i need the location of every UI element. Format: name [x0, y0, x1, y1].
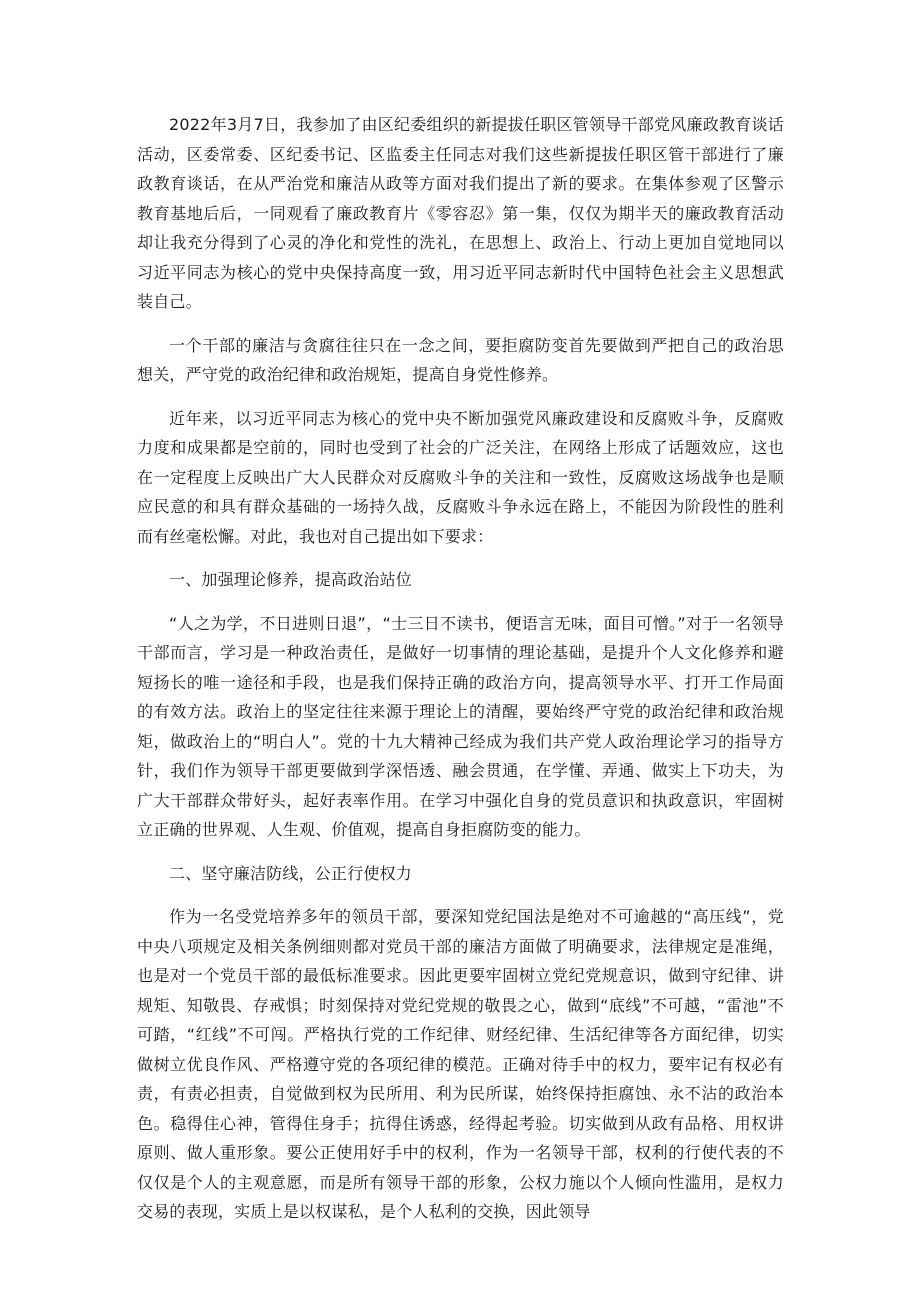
section-1-body: “人之为学，不日进则日退”，“士三日不读书，便语言无味，面目可憎。”对于一名领导干部而言，学习是一种政治责任，是做好一切事情的理论基础，是提升个人文化修养和避短扬长的唯一途径和手段，也是我们保持正确的政治方向，提高领导水平、打开工作局面的有效方法。政治上的坚定往往来源于理论上的清醒，要始终严守党的政治纪律和政治规矩，做政治上的“明白人”。党的十九大精神己经成为我们共产党人政治理论学习的指导方针，我们作为领导干部更要做到学深悟透、融会贯通，在学懂、弄通、做实上下功夫，为广大干部群众带好头，起好表率作用。在学习中强化自身的党员意识和执政意识，牢固树立正确的世界观、人生观、价值观，提高自身拒腐防变的能力。: [137, 613, 784, 839]
intro-paragraph-1: 2022年3月7日，我参加了由区纪委组织的新提拔任职区管领导干部党风廉政教育谈话活动，区委常委、区纪委书记、区监委主任同志对我们这些新提拔任职区管干部进行了廉政教育谈话，在从严治党和廉洁从政等方面对我们提出了新的要求。在集体参观了区警示教育基地后后，一同观看了廉政教育片《零容忍》第一集，仅仅为期半天的廉政教育活动却让我充分得到了心灵的净化和党性的洗礼，在思想上、政治上、行动上更加自觉地同以习近平同志为核心的党中央保持高度一致，用习近平同志新时代中国特色社会主义思想武装自己。: [137, 115, 784, 311]
intro-paragraph-3: 近年来，以习近平同志为核心的党中央不断加强党风廉政建设和反腐败斗争，反腐败力度和成果都是空前的，同时也受到了社会的广泛关注，在网络上形成了话题效应，这也在一定程度上反映出广大人民群众对反腐败斗争的关注和一致性，反腐败这场战争也是顺应民意的和具有群众基础的一场持久战，反腐败斗争永远在路上，不能因为阶段性的胜利而有丝毫松懈。对此，我也对自己提出如下要求：: [137, 408, 784, 546]
section-2-heading: 二、坚守廉洁防线，公正行使权力: [169, 863, 413, 883]
section-1-heading: 一、加强理论修养，提高政治站位: [169, 570, 413, 589]
intro-paragraph-2: 一个干部的廉洁与贪腐往往只在一念之间，要拒腐防变首先要做到严把自己的政治思想关，严守党的政治纪律和政治规矩，提高自身党性修养。: [137, 335, 784, 384]
section-2-body: 作为一名受党培养多年的领员干部，要深知党纪国法是绝对不可逾越的“高压线”，党中央八项规定及相关条例细则都对党员干部的廉洁方面做了明确要求，法律规定是准绳，也是对一个党员干部的最低标准要求。因此更要牢固树立党纪党规意识，做到守纪律、讲规矩、知敬畏、存戒惧；时刻保持对党纪党规的敬畏之心，做到“底线”不可越，“雷池”不可踏，“红线”不可闯。严格执行党的工作纪律、财经纪律、生活纪律等各方面纪律，切实做树立优良作风、严格遵守党的各项纪律的模范。正确对待手中的权力，要牢记有权必有责，有责必担责，自觉做到权为民所用、利为民所谋，始终保持拒腐蚀、永不沾的政治本色。稳得住心神，管得住身手；抗得住诱惑，经得起考验。切实做到从政有品格、用权讲原则、做人重形象。要公正使用好手中的权利，作为一名领导干部，权利的行使代表的不仅仅是个人的主观意愿，而是所有领导干部的形象，公权力施以个人倾向性滥用，是权力交易的表现，实质上是以权谋私，是个人私利的交换，因此领导: [137, 907, 784, 1221]
